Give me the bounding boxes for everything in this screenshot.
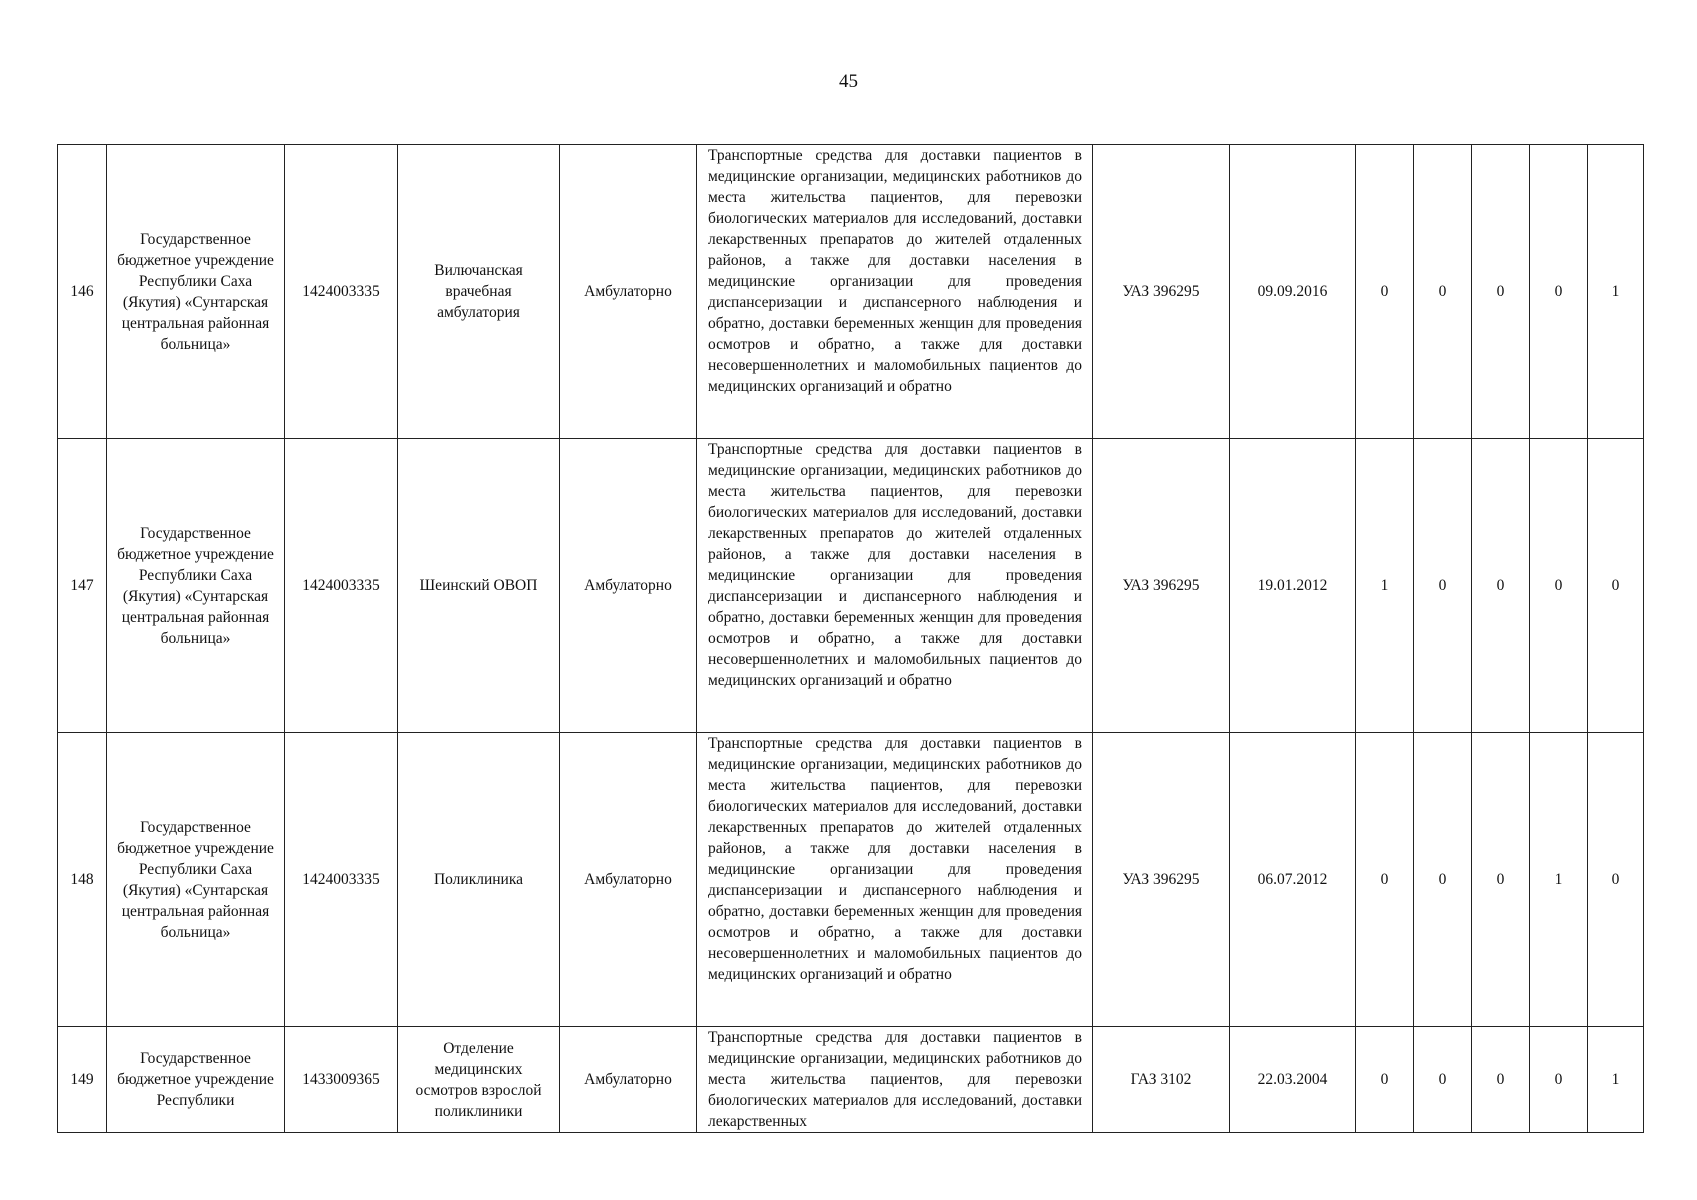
count-cell: 1 <box>1356 439 1414 733</box>
subdivision-name: Шеинский ОВОП <box>398 439 560 733</box>
care-mode: Амбулаторно <box>560 733 697 1027</box>
count-cell: 0 <box>1472 733 1530 1027</box>
table-row <box>58 145 1644 439</box>
vehicle-purpose-text: Транспортные средства для доставки пациентов в медицинские организации, медицинских работников до места жительства пациентов, для перевозки биологических материалов для исследований, доставки лекарственных <box>708 1029 1082 1130</box>
vehicle-model: УАЗ 396295 <box>1093 733 1230 1027</box>
vehicle-model: ГАЗ 3102 <box>1093 1027 1230 1133</box>
count-cell: 0 <box>1588 733 1644 1027</box>
inn-code: 1433009365 <box>285 1027 398 1133</box>
organization-name: Государственное бюджетное учреждение Республики Саха (Якутия) «Сунтарская центральная районная больница» <box>107 439 285 733</box>
vehicle-purpose: Транспортные средства для доставки пациентов в медицинские организации, медицинских работников до места жительства пациентов, для перевозки биологических материалов для исследований, доставки лекарственных препаратов до жителей отдаленных районов, а также для доставки населения в медицинские организации для проведения диспансеризации и диспансерного наблюдения и обратно, доставки беременных женщин для проведения осмотров и обратно, а также для доставки несовершеннолетних и маломобильных пациентов до медицинских организаций и обратно <box>697 733 1093 1027</box>
row-number: 148 <box>58 733 107 1027</box>
organization-name: Государственное бюджетное учреждение Республики Саха (Якутия) «Сунтарская центральная районная больница» <box>107 145 285 439</box>
row-number: 146 <box>58 145 107 439</box>
count-cell: 1 <box>1530 733 1588 1027</box>
count-cell: 0 <box>1414 733 1472 1027</box>
count-cell: 0 <box>1472 1027 1530 1133</box>
row-number: 149 <box>58 1027 107 1133</box>
page-number: 45 <box>839 71 858 92</box>
inn-code: 1424003335 <box>285 145 398 439</box>
subdivision-name: Поликлиника <box>398 733 560 1027</box>
subdivision-name: Вилючанская врачебная амбулатория <box>398 145 560 439</box>
inn-code: 1424003335 <box>285 439 398 733</box>
count-cell: 0 <box>1356 145 1414 439</box>
count-cell: 0 <box>1530 1027 1588 1133</box>
vehicle-model: УАЗ 396295 <box>1093 439 1230 733</box>
care-mode: Амбулаторно <box>560 1027 697 1133</box>
count-cell: 0 <box>1356 733 1414 1027</box>
subdivision-name: Отделение медицинских осмотров взрослой поликлиники <box>398 1027 560 1133</box>
registration-date: 06.07.2012 <box>1230 733 1356 1027</box>
registration-date: 22.03.2004 <box>1230 1027 1356 1133</box>
vehicle-table <box>57 144 1644 1133</box>
count-cell: 0 <box>1530 439 1588 733</box>
vehicle-purpose <box>697 1027 1093 1133</box>
count-cell: 0 <box>1472 145 1530 439</box>
table-row <box>58 1027 1644 1133</box>
table-row <box>58 733 1644 1027</box>
care-mode: Амбулаторно <box>560 145 697 439</box>
vehicle-purpose: Транспортные средства для доставки пациентов в медицинские организации, медицинских работников до места жительства пациентов, для перевозки биологических материалов для исследований, доставки лекарственных препаратов до жителей отдаленных районов, а также для доставки населения в медицинские организации для проведения диспансеризации и диспансерного наблюдения и обратно, доставки беременных женщин для проведения осмотров и обратно, а также для доставки несовершеннолетних и маломобильных пациентов до медицинских организаций и обратно <box>697 439 1093 733</box>
count-cell: 0 <box>1356 1027 1414 1133</box>
count-cell: 0 <box>1414 1027 1472 1133</box>
count-cell: 0 <box>1414 439 1472 733</box>
inn-code: 1424003335 <box>285 733 398 1027</box>
count-cell: 0 <box>1414 145 1472 439</box>
count-cell: 0 <box>1588 439 1644 733</box>
count-cell: 0 <box>1472 439 1530 733</box>
registration-date: 09.09.2016 <box>1230 145 1356 439</box>
vehicle-purpose: Транспортные средства для доставки пациентов в медицинские организации, медицинских работников до места жительства пациентов, для перевозки биологических материалов для исследований, доставки лекарственных препаратов до жителей отдаленных районов, а также для доставки населения в медицинские организации для проведения диспансеризации и диспансерного наблюдения и обратно, доставки беременных женщин для проведения осмотров и обратно, а также для доставки несовершеннолетних и маломобильных пациентов до медицинских организаций и обратно <box>697 145 1093 439</box>
table-body <box>58 145 1644 1133</box>
vehicle-model: УАЗ 396295 <box>1093 145 1230 439</box>
table-row <box>58 439 1644 733</box>
organization-name: Государственное бюджетное учреждение Республики Саха (Якутия) «Сунтарская центральная районная больница» <box>107 733 285 1027</box>
organization-name: Государственное бюджетное учреждение Республики <box>107 1027 285 1133</box>
count-cell: 0 <box>1530 145 1588 439</box>
row-number: 147 <box>58 439 107 733</box>
count-cell: 1 <box>1588 145 1644 439</box>
care-mode: Амбулаторно <box>560 439 697 733</box>
count-cell: 1 <box>1588 1027 1644 1133</box>
registration-date: 19.01.2012 <box>1230 439 1356 733</box>
